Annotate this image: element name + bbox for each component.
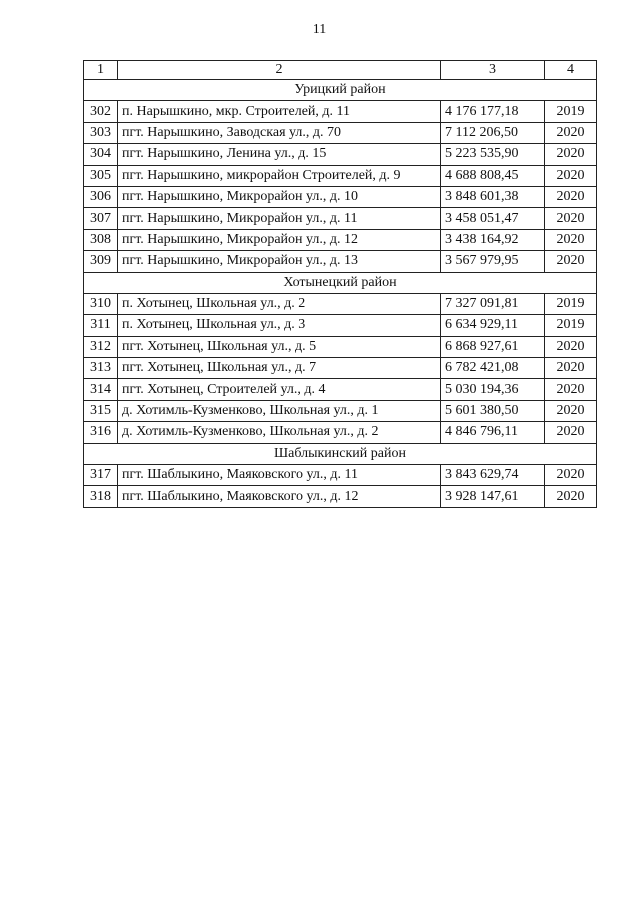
table-row — [84, 486, 597, 507]
row-year: 2020 — [545, 422, 597, 443]
row-cost: 5 223 535,90 — [441, 144, 545, 165]
row-year: 2020 — [545, 208, 597, 229]
row-address: пгт. Нарышкино, микрорайон Строителей, д. 9 — [118, 165, 441, 186]
row-cost: 6 782 421,08 — [441, 358, 545, 379]
row-cost: 7 112 206,50 — [441, 122, 545, 143]
row-cost: 3 843 629,74 — [441, 465, 545, 486]
row-cost: 7 327 091,81 — [441, 293, 545, 314]
row-number: 305 — [84, 165, 118, 186]
table-row — [84, 101, 597, 122]
row-address: пгт. Нарышкино, Заводская ул., д. 70 — [118, 122, 441, 143]
table-row — [84, 358, 597, 379]
row-year: 2019 — [545, 293, 597, 314]
header-cell: 1 — [84, 61, 118, 80]
row-address: пгт. Нарышкино, Микрорайон ул., д. 11 — [118, 208, 441, 229]
table-row — [84, 379, 597, 400]
table-row — [84, 465, 597, 486]
row-address: пгт. Нарышкино, Микрорайон ул., д. 12 — [118, 229, 441, 250]
row-number: 313 — [84, 358, 118, 379]
table-body — [84, 61, 597, 508]
row-cost: 3 458 051,47 — [441, 208, 545, 229]
header-cell: 4 — [545, 61, 597, 80]
row-address: пгт. Нарышкино, Ленина ул., д. 15 — [118, 144, 441, 165]
row-address: пгт. Хотынец, Школьная ул., д. 7 — [118, 358, 441, 379]
row-number: 315 — [84, 400, 118, 421]
table-row — [84, 186, 597, 207]
table-row — [84, 229, 597, 250]
row-number: 307 — [84, 208, 118, 229]
row-address: д. Хотимль-Кузменково, Школьная ул., д. 1 — [118, 400, 441, 421]
table-header-row — [84, 61, 597, 80]
row-address: п. Хотынец, Школьная ул., д. 3 — [118, 315, 441, 336]
row-number: 309 — [84, 251, 118, 272]
table-row — [84, 315, 597, 336]
row-number: 302 — [84, 101, 118, 122]
table-row — [84, 251, 597, 272]
row-number: 311 — [84, 315, 118, 336]
district-name: Шаблыкинский район — [84, 443, 597, 464]
row-number: 304 — [84, 144, 118, 165]
table-row — [84, 165, 597, 186]
row-year: 2020 — [545, 486, 597, 507]
table-row — [84, 422, 597, 443]
row-number: 318 — [84, 486, 118, 507]
row-year: 2020 — [545, 358, 597, 379]
row-number: 314 — [84, 379, 118, 400]
row-year: 2020 — [545, 379, 597, 400]
row-address: пгт. Нарышкино, Микрорайон ул., д. 13 — [118, 251, 441, 272]
row-number: 312 — [84, 336, 118, 357]
row-year: 2020 — [545, 229, 597, 250]
table-row — [84, 144, 597, 165]
row-cost: 3 567 979,95 — [441, 251, 545, 272]
row-cost: 6 868 927,61 — [441, 336, 545, 357]
district-row — [84, 272, 597, 293]
row-year: 2020 — [545, 336, 597, 357]
district-row — [84, 443, 597, 464]
row-address: д. Хотимль-Кузменково, Школьная ул., д. 2 — [118, 422, 441, 443]
row-number: 308 — [84, 229, 118, 250]
table-row — [84, 293, 597, 314]
row-cost: 5 030 194,36 — [441, 379, 545, 400]
row-address: пгт. Шаблыкино, Маяковского ул., д. 12 — [118, 486, 441, 507]
row-year: 2020 — [545, 122, 597, 143]
row-number: 303 — [84, 122, 118, 143]
table-row — [84, 336, 597, 357]
row-address: пгт. Хотынец, Строителей ул., д. 4 — [118, 379, 441, 400]
row-cost: 3 438 164,92 — [441, 229, 545, 250]
district-row — [84, 80, 597, 101]
page-number: 11 — [312, 22, 327, 37]
row-year: 2020 — [545, 400, 597, 421]
row-address: пгт. Нарышкино, Микрорайон ул., д. 10 — [118, 186, 441, 207]
row-year: 2020 — [545, 186, 597, 207]
row-year: 2019 — [545, 315, 597, 336]
district-name: Урицкий район — [84, 80, 597, 101]
table-row — [84, 400, 597, 421]
row-number: 306 — [84, 186, 118, 207]
table-row — [84, 208, 597, 229]
row-cost: 4 176 177,18 — [441, 101, 545, 122]
table-row — [84, 122, 597, 143]
row-number: 317 — [84, 465, 118, 486]
row-cost: 3 928 147,61 — [441, 486, 545, 507]
housing-table — [83, 60, 597, 508]
row-number: 316 — [84, 422, 118, 443]
row-year: 2020 — [545, 251, 597, 272]
row-cost: 5 601 380,50 — [441, 400, 545, 421]
row-address: пгт. Хотынец, Школьная ул., д. 5 — [118, 336, 441, 357]
row-cost: 6 634 929,11 — [441, 315, 545, 336]
header-cell: 3 — [441, 61, 545, 80]
row-cost: 3 848 601,38 — [441, 186, 545, 207]
row-year: 2020 — [545, 144, 597, 165]
row-address: пгт. Шаблыкино, Маяковского ул., д. 11 — [118, 465, 441, 486]
row-address: п. Хотынец, Школьная ул., д. 2 — [118, 293, 441, 314]
header-cell: 2 — [118, 61, 441, 80]
row-year: 2019 — [545, 101, 597, 122]
row-address: п. Нарышкино, мкр. Строителей, д. 11 — [118, 101, 441, 122]
district-name: Хотынецкий район — [84, 272, 597, 293]
row-cost: 4 688 808,45 — [441, 165, 545, 186]
row-year: 2020 — [545, 465, 597, 486]
row-cost: 4 846 796,11 — [441, 422, 545, 443]
row-number: 310 — [84, 293, 118, 314]
row-year: 2020 — [545, 165, 597, 186]
